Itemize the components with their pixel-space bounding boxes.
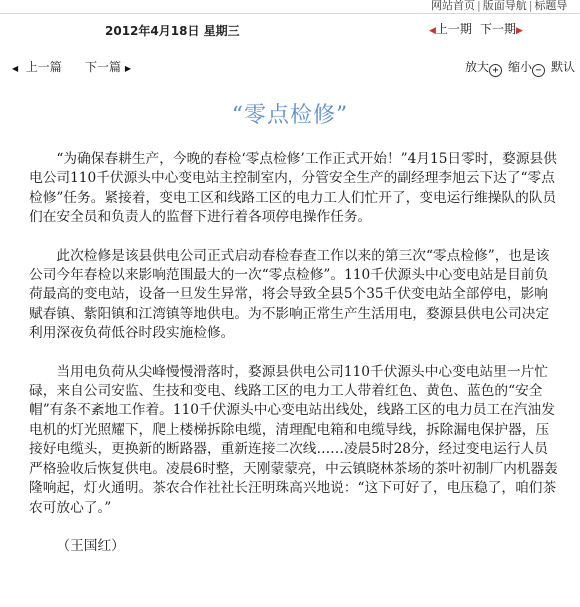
prev-article-button[interactable] xyxy=(12,58,62,75)
zoom-controls xyxy=(465,58,575,77)
zoom-default-label: 默认 xyxy=(551,60,576,74)
next-article-label: 下一篇 xyxy=(85,60,122,74)
article-author: （王国红） xyxy=(56,537,125,554)
nav-separator: | xyxy=(477,0,481,12)
prev-issue-button[interactable] xyxy=(429,22,472,36)
top-divider xyxy=(0,13,580,14)
article-toolbar xyxy=(0,58,580,76)
caret-right-icon: ▶ xyxy=(124,64,131,73)
nav-link-layout[interactable]: 版面导航 xyxy=(482,0,527,12)
article-paragraph: 当用电负荷从尖峰慢慢滑落时，婺源县供电公司110千伏源头中心变电站里一片忙碌，来自公司安监、生技和变电、线路工区的电力工人带着红色、黄色、蓝色的“安全帽”有条不紊地工作着。110千伏源头中心变电站出线处，线路工区的电力员工在汽油发电机的灯光照耀下，爬上楼梯拆除电缆，清理配电箱和电缆导线，拆除漏电保护器，压接好电缆头，更换新的断路器，重新连接二次线……凌晨5时28分，经过变电运行人员严格验收后恢复供电。凌晨6时整，天刚蒙蒙亮，中云镇晓林茶场的茶叶初制厂内机器轰隆响起，灯火通明。茶农合作社社长汪明珠高兴地说：“这下可好了，电压稳了，咱们茶农可放心了。” xyxy=(29,363,558,516)
zoom-in-label: 放大 xyxy=(465,60,490,74)
nav-separator: | xyxy=(528,0,533,12)
zoom-default-button[interactable] xyxy=(551,60,575,74)
article-title: “零点检修” xyxy=(231,103,349,128)
prev-article-label: 上一篇 xyxy=(25,60,62,74)
plus-circle-icon: + xyxy=(489,64,502,77)
caret-left-icon: ◀ xyxy=(12,64,19,73)
zoom-out-label: 缩小 xyxy=(508,60,533,74)
nav-link-home[interactable]: 网站首页 xyxy=(431,0,475,12)
minus-circle-icon: − xyxy=(532,64,545,77)
article-body xyxy=(29,150,561,575)
prev-issue-label: 上一期 xyxy=(435,22,472,36)
zoom-out-button[interactable] xyxy=(508,60,545,74)
triangle-right-icon: ▶ xyxy=(515,26,523,36)
issue-date: 2012年4月18日 星期三 xyxy=(105,24,240,38)
triangle-left-icon: ◀ xyxy=(429,26,436,36)
next-issue-label: 下一期 xyxy=(479,22,516,36)
top-nav-links xyxy=(430,0,568,12)
article-paragraph: “为确保春耕生产，今晚的春检‘零点检修’工作正式开始！”4月15日零时，婺源县供电公司110千伏源头中心变电站主控制室内，分管安全生产的副经理李旭云下达了“零点检修”任务。紧接着，变电工区和线路工区的电力工人们忙开了，变电运行维操队的队员们在安全员和负责人的监督下进行着各项停电操作任务。 xyxy=(29,151,557,226)
top-nav xyxy=(0,0,580,14)
zoom-in-button[interactable] xyxy=(465,60,502,74)
period-nav xyxy=(429,20,523,37)
next-issue-button[interactable] xyxy=(480,22,523,36)
article-paragraph: 此次检修是该县供电公司正式启动春检春查工作以来的第三次“零点检修”，也是该公司今年春检以来影响范围最大的一次“零点检修”。110千伏源头中心变电站是目前负荷最高的变电站，设备一旦发生异常，将会导致全县5个35千伏变电站全部停电，影响赋春镇、紫阳镇和江湾镇等地供电。为不影响正常生产生活用电，婺源县供电公司决定利用深夜负荷低谷时段实施检修。 xyxy=(29,247,550,342)
next-article-button[interactable] xyxy=(85,58,131,75)
nav-link-titles[interactable]: 标题导 xyxy=(534,0,568,12)
